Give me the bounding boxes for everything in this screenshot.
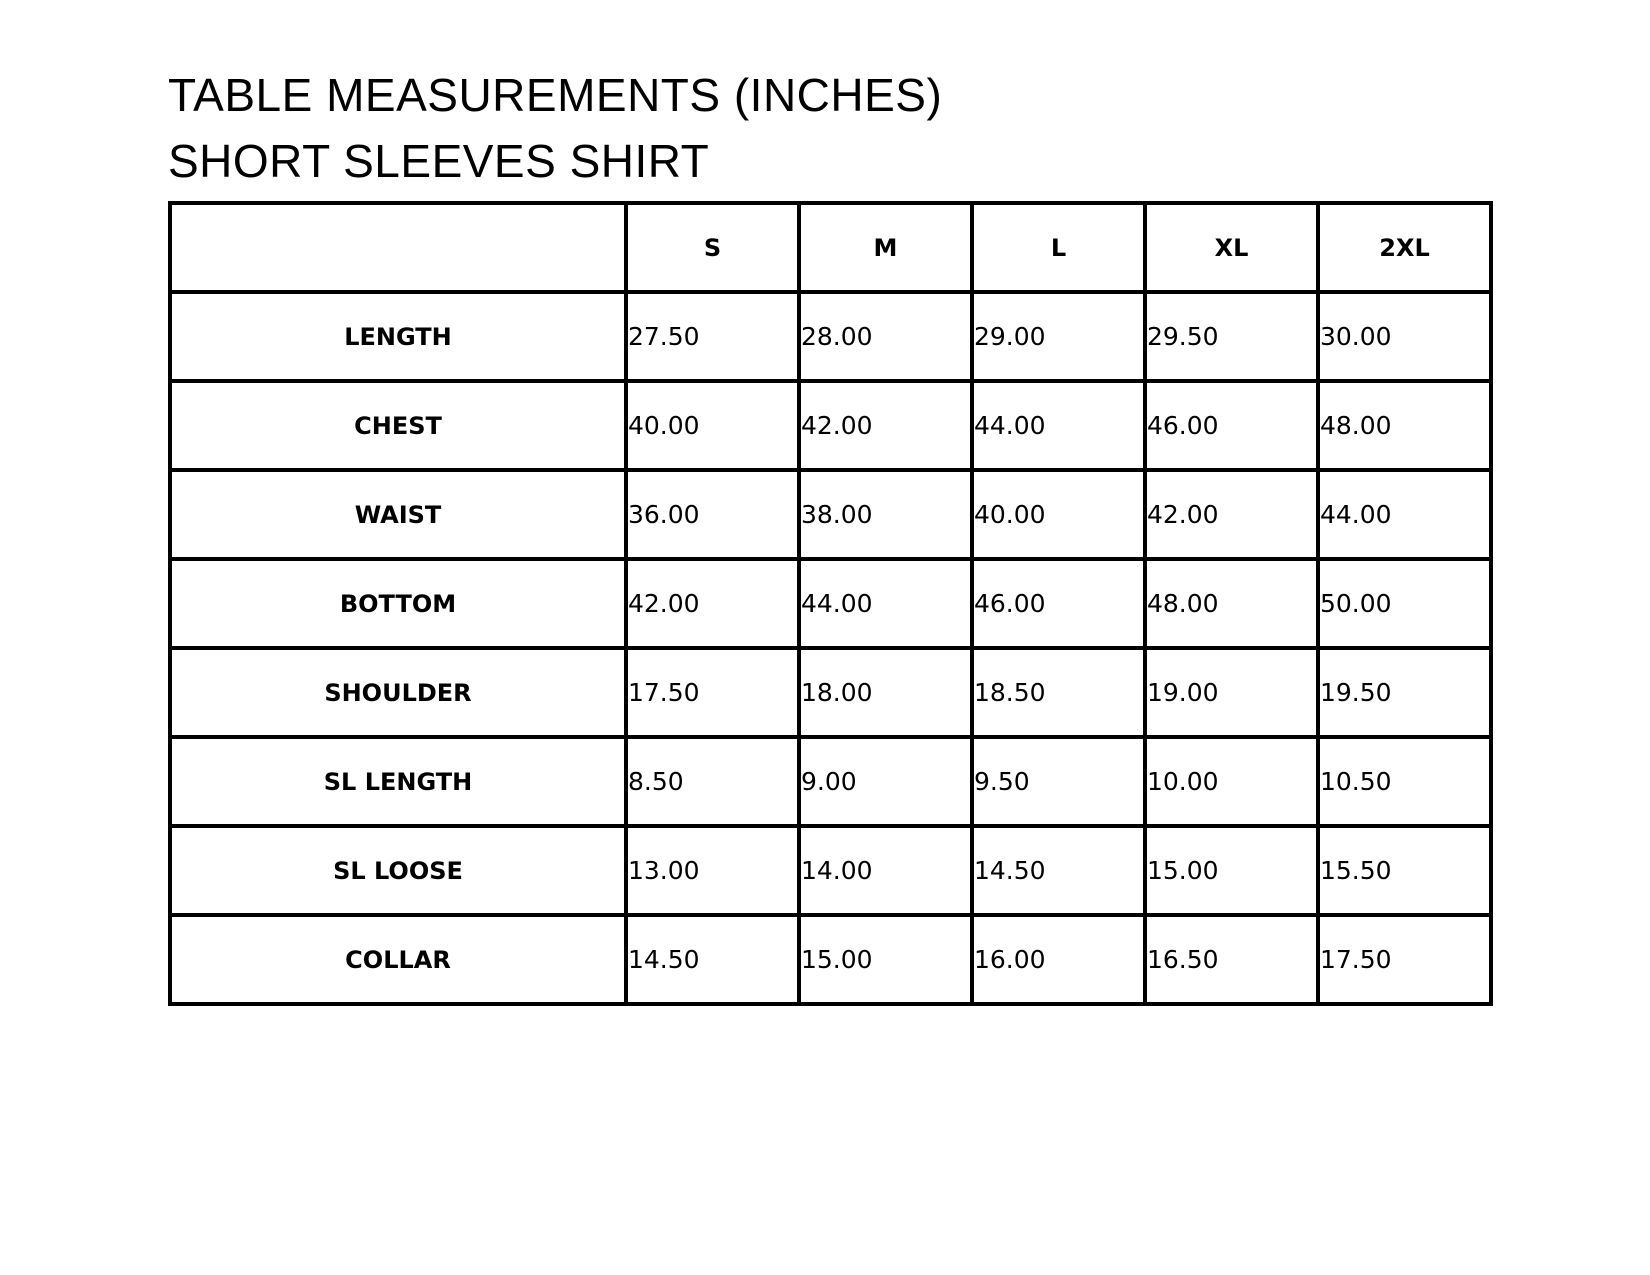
size-chart-table xyxy=(168,201,1493,1006)
value-cell: 8.50 xyxy=(626,737,799,826)
row-label-length: LENGTH xyxy=(170,292,626,381)
value-cell: 19.50 xyxy=(1318,648,1491,737)
page-subtitle: SHORT SLEEVES SHIRT xyxy=(168,135,710,187)
value-cell: 40.00 xyxy=(972,470,1145,559)
row-label-sl-length: SL LENGTH xyxy=(170,737,626,826)
table-row xyxy=(170,559,1491,648)
value-cell: 13.00 xyxy=(626,826,799,915)
table-row xyxy=(170,470,1491,559)
row-label-sl-loose: SL LOOSE xyxy=(170,826,626,915)
value-cell: 46.00 xyxy=(972,559,1145,648)
row-label-bottom: BOTTOM xyxy=(170,559,626,648)
value-cell: 15.00 xyxy=(1145,826,1318,915)
value-cell: 38.00 xyxy=(799,470,972,559)
value-cell: 14.50 xyxy=(972,826,1145,915)
value-cell: 16.00 xyxy=(972,915,1145,1004)
row-label-collar: COLLAR xyxy=(170,915,626,1004)
table-row xyxy=(170,915,1491,1004)
value-cell: 42.00 xyxy=(799,381,972,470)
row-label-waist: WAIST xyxy=(170,470,626,559)
table-row xyxy=(170,648,1491,737)
value-cell: 42.00 xyxy=(1145,470,1318,559)
value-cell: 9.50 xyxy=(972,737,1145,826)
size-header-2xl: 2XL xyxy=(1318,203,1491,292)
value-cell: 29.00 xyxy=(972,292,1145,381)
header-row xyxy=(170,203,1491,292)
value-cell: 9.00 xyxy=(799,737,972,826)
size-header-xl: XL xyxy=(1145,203,1318,292)
value-cell: 48.00 xyxy=(1145,559,1318,648)
value-cell: 40.00 xyxy=(626,381,799,470)
size-header-m: M xyxy=(799,203,972,292)
table-row xyxy=(170,826,1491,915)
value-cell: 44.00 xyxy=(1318,470,1491,559)
value-cell: 17.50 xyxy=(626,648,799,737)
value-cell: 42.00 xyxy=(626,559,799,648)
value-cell: 36.00 xyxy=(626,470,799,559)
value-cell: 19.00 xyxy=(1145,648,1318,737)
value-cell: 44.00 xyxy=(799,559,972,648)
corner-cell xyxy=(170,203,626,292)
page-title: TABLE MEASUREMENTS (INCHES) xyxy=(168,69,943,121)
size-header-l: L xyxy=(972,203,1145,292)
value-cell: 15.50 xyxy=(1318,826,1491,915)
value-cell: 30.00 xyxy=(1318,292,1491,381)
value-cell: 18.00 xyxy=(799,648,972,737)
value-cell: 14.00 xyxy=(799,826,972,915)
value-cell: 15.00 xyxy=(799,915,972,1004)
title-block xyxy=(168,62,942,194)
value-cell: 14.50 xyxy=(626,915,799,1004)
value-cell: 29.50 xyxy=(1145,292,1318,381)
value-cell: 44.00 xyxy=(972,381,1145,470)
value-cell: 10.50 xyxy=(1318,737,1491,826)
value-cell: 50.00 xyxy=(1318,559,1491,648)
value-cell: 46.00 xyxy=(1145,381,1318,470)
row-label-chest: CHEST xyxy=(170,381,626,470)
value-cell: 18.50 xyxy=(972,648,1145,737)
value-cell: 28.00 xyxy=(799,292,972,381)
table-row xyxy=(170,292,1491,381)
table-row xyxy=(170,381,1491,470)
value-cell: 27.50 xyxy=(626,292,799,381)
row-label-shoulder: SHOULDER xyxy=(170,648,626,737)
table-row xyxy=(170,737,1491,826)
size-header-s: S xyxy=(626,203,799,292)
value-cell: 17.50 xyxy=(1318,915,1491,1004)
value-cell: 16.50 xyxy=(1145,915,1318,1004)
value-cell: 48.00 xyxy=(1318,381,1491,470)
value-cell: 10.00 xyxy=(1145,737,1318,826)
